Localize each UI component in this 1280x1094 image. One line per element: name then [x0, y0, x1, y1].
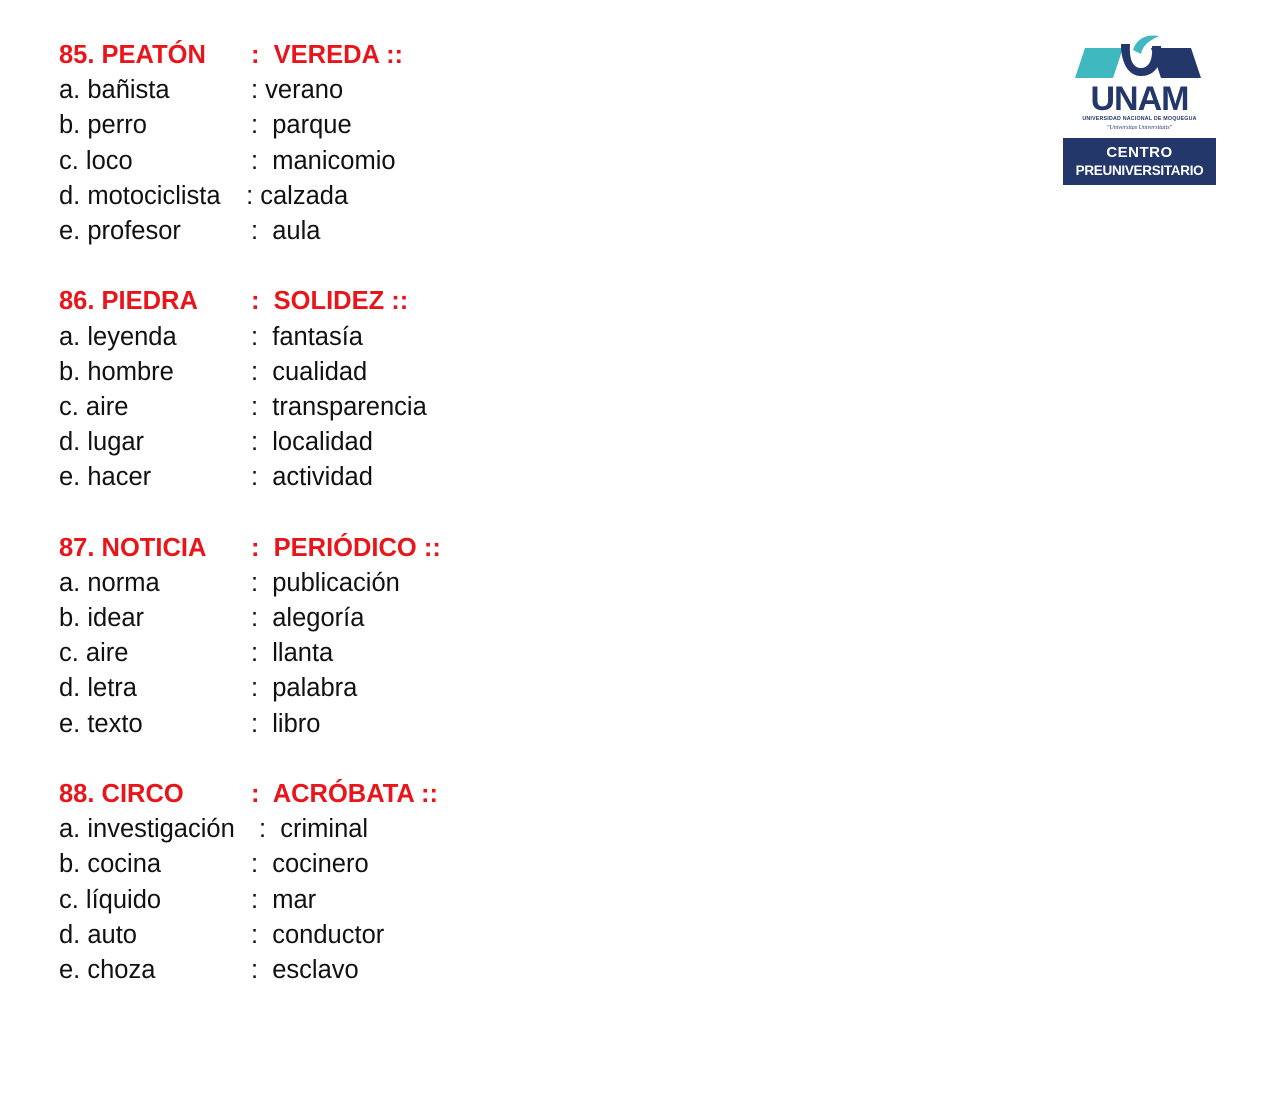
question-85 — [59, 38, 819, 249]
unam-logo — [1063, 30, 1216, 185]
option-right: : calzada — [239, 181, 349, 210]
banner-line-2: PREUNIVERSITARIO — [1075, 162, 1204, 178]
option-right: : mar — [251, 885, 317, 914]
option-right: : verano — [251, 76, 344, 105]
option-b — [59, 847, 819, 882]
option-d — [59, 179, 819, 214]
logo-banner — [1063, 138, 1216, 185]
option-left: d. letra — [59, 674, 137, 703]
option-a — [59, 320, 819, 355]
option-left: a. leyenda — [59, 322, 177, 351]
spacer — [59, 249, 819, 284]
option-c — [59, 144, 819, 179]
option-left: d. lugar — [59, 428, 145, 457]
option-d — [59, 425, 819, 460]
option-right: : cocinero — [251, 850, 369, 879]
banner-line-1: CENTRO — [1106, 143, 1173, 161]
option-left: b. perro — [59, 111, 147, 140]
option-c — [59, 883, 819, 918]
question-header — [59, 284, 819, 319]
option-right: : libro — [251, 709, 321, 738]
option-right: : fantasía — [251, 322, 363, 351]
option-right: : parque — [251, 111, 352, 140]
option-right: : palabra — [251, 674, 358, 703]
option-right: : actividad — [251, 463, 373, 492]
option-b — [59, 108, 819, 143]
option-right: : conductor — [251, 920, 385, 949]
option-right: : transparencia — [251, 392, 427, 421]
option-left: b. hombre — [59, 357, 174, 386]
unam-emblem-icon — [1063, 30, 1216, 86]
question-premise-right: : VEREDA :: — [251, 41, 404, 69]
option-right: : esclavo — [251, 955, 359, 984]
analogy-questions — [59, 38, 819, 988]
question-premise-right: : SOLIDEZ :: — [251, 287, 409, 316]
option-right: : aula — [251, 216, 321, 245]
option-right: : publicación — [251, 568, 400, 597]
logo-motto: "Universitas Universitatis" — [1106, 125, 1173, 131]
option-a — [59, 566, 819, 601]
logo-title: UNAM — [1090, 80, 1189, 118]
option-right: : alegoría — [251, 604, 365, 632]
option-d — [59, 918, 819, 953]
question-premise-left: 85. PEATÓN — [59, 41, 206, 69]
option-c — [59, 390, 819, 425]
question-86 — [59, 284, 819, 495]
option-b — [59, 355, 819, 390]
option-left: e. hacer — [59, 463, 152, 492]
option-left: a. norma — [59, 568, 160, 597]
option-left: d. motociclista — [59, 181, 221, 210]
option-left: c. aire — [59, 392, 129, 421]
option-e — [59, 460, 819, 495]
option-right: : cualidad — [251, 357, 368, 386]
question-premise-left: 88. CIRCO — [59, 779, 184, 808]
question-premise-left: 87. NOTICIA — [59, 533, 207, 562]
question-header — [59, 777, 819, 812]
option-left: a. investigación — [59, 815, 235, 844]
question-header — [59, 531, 819, 566]
question-premise-left: 86. PIEDRA — [59, 287, 198, 316]
option-a — [59, 73, 819, 108]
option-left: e. texto — [59, 709, 143, 738]
option-d — [59, 671, 819, 706]
logo-subtitle: UNIVERSIDAD NACIONAL DE MOQUEGUA — [1082, 116, 1197, 122]
option-e — [59, 953, 819, 988]
spacer — [59, 742, 819, 777]
option-b — [59, 601, 819, 636]
option-e — [59, 707, 819, 742]
option-right: : criminal — [259, 815, 369, 844]
option-a — [59, 812, 819, 847]
question-header — [59, 38, 819, 73]
spacer — [59, 495, 819, 530]
option-right: : localidad — [251, 428, 373, 457]
question-premise-right: : ACRÓBATA :: — [251, 779, 438, 808]
option-c — [59, 636, 819, 671]
option-left: b. cocina — [59, 850, 162, 879]
option-left: c. loco — [59, 146, 133, 175]
question-88 — [59, 777, 819, 988]
option-e — [59, 214, 819, 249]
option-right: : llanta — [251, 639, 334, 668]
option-right: : manicomio — [251, 146, 396, 175]
option-left: e. choza — [59, 955, 156, 984]
question-87 — [59, 531, 819, 742]
option-left: e. profesor — [59, 216, 181, 245]
option-left: b. idear — [59, 604, 145, 632]
option-left: c. aire — [59, 639, 129, 668]
option-left: d. auto — [59, 920, 137, 949]
option-left: c. líquido — [59, 885, 162, 914]
option-left: a. bañista — [59, 76, 170, 105]
question-premise-right: : PERIÓDICO :: — [251, 533, 441, 562]
